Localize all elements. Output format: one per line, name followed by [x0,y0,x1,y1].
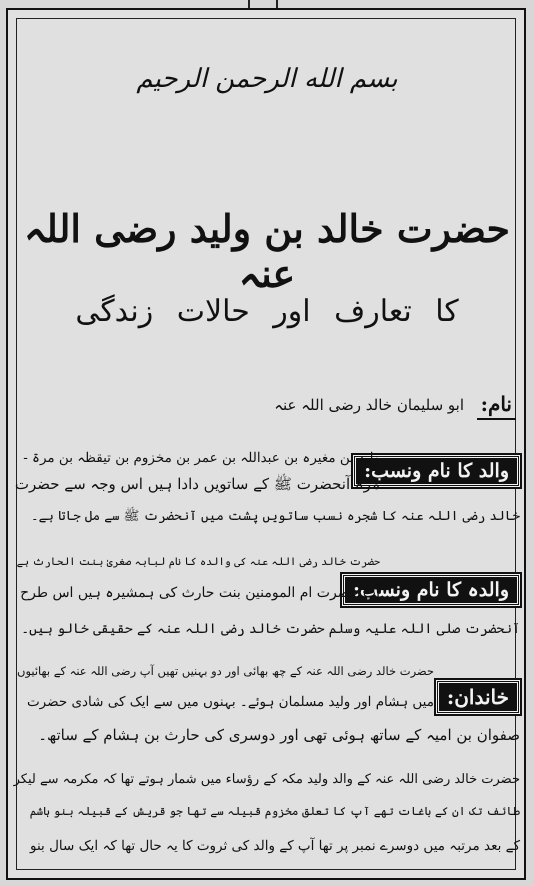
family-line-1: حضرت خالد رضی اللہ عنہ کے چھ بھائی اور دو بہنیں تھیں آپ رضی اللہ عنہ کے بھائیوں [17,664,434,678]
closing-line-3: کے بعد مرتبہ میں دوسرے نمبر پر تھا آپ کے والد کی ثروت کا یہ حال تھا کہ ایک سال بنو [29,838,520,854]
name-value: ابو سلیمان خالد رضی اللہ عنہ [274,396,464,414]
father-line-2: مرۃ آنحضرت ﷺ کے ساتویں دادا ہیں اس وجہ سے حضرت [14,475,380,493]
mother-label: والدہ کا نام ونسب: [342,574,520,606]
closing-line-1: حضرت خالد رضی اللہ عنہ کے والد ولید مکہ کے رؤساء میں شمار ہوتے تھا کہ مکرمہ سے لیکر [13,772,520,787]
family-line-3: صفوان بن امیہ کے ساتھ ہوئی تھی اور دوسری کی حارث بن ہشام کے ساتھ۔ [38,726,520,744]
father-line-1: ولید بن مغیرہ بن عبداللہ بن عمر بن مخزوم بن تیقظہ بن مرۃ - [23,450,380,466]
family-line-2: میں ہشام اور ولید مسلمان ہوئے۔ بہنوں میں سے ایک کی شادی حضرت [26,694,434,710]
mother-line-2: آپ حضرت ام المومنین بنت حارث کی ہمشیرہ ہیں اس طرح [20,585,380,601]
father-line-3: خالد رضی اللہ عنہ کا شجرہ نسب ساتویں پشت میں آنحضرت ﷺ سے مل جاتا ہے۔ [30,509,520,524]
basmala: بسم الله الرحمن الرحیم [136,64,398,94]
page-subtitle: کا تعارف اور حالات زندگی [75,294,459,329]
closing-line-2: طائف تک ان کے باغات تھے آپ کا تعلق مخزوم قبیلہ سے تھا جو قریش کے قبیلہ بنو ہاشم [29,804,520,818]
closing-paragraph [14,770,520,880]
family-label: خاندان: [436,680,520,714]
page-title: حضرت خالد بن ولید رضی اللہ عنہ [23,206,511,296]
mother-section [14,556,520,646]
mother-line-3: آنحضرت صلی اللہ علیہ وسلم حضرت خالد رضی اللہ عنہ کے حقیقی خالو ہیں۔ [21,621,520,637]
name-label: نام: [477,392,516,420]
father-label: والد کا نام ونسب: [353,455,520,487]
name-section [14,392,520,422]
family-section [14,662,520,762]
father-section [14,450,520,540]
mother-line-1: حضرت خالد رضی اللہ عنہ کی والدہ کا نام لبابہ صغریٰ بنت الحارث ہے [16,556,380,568]
